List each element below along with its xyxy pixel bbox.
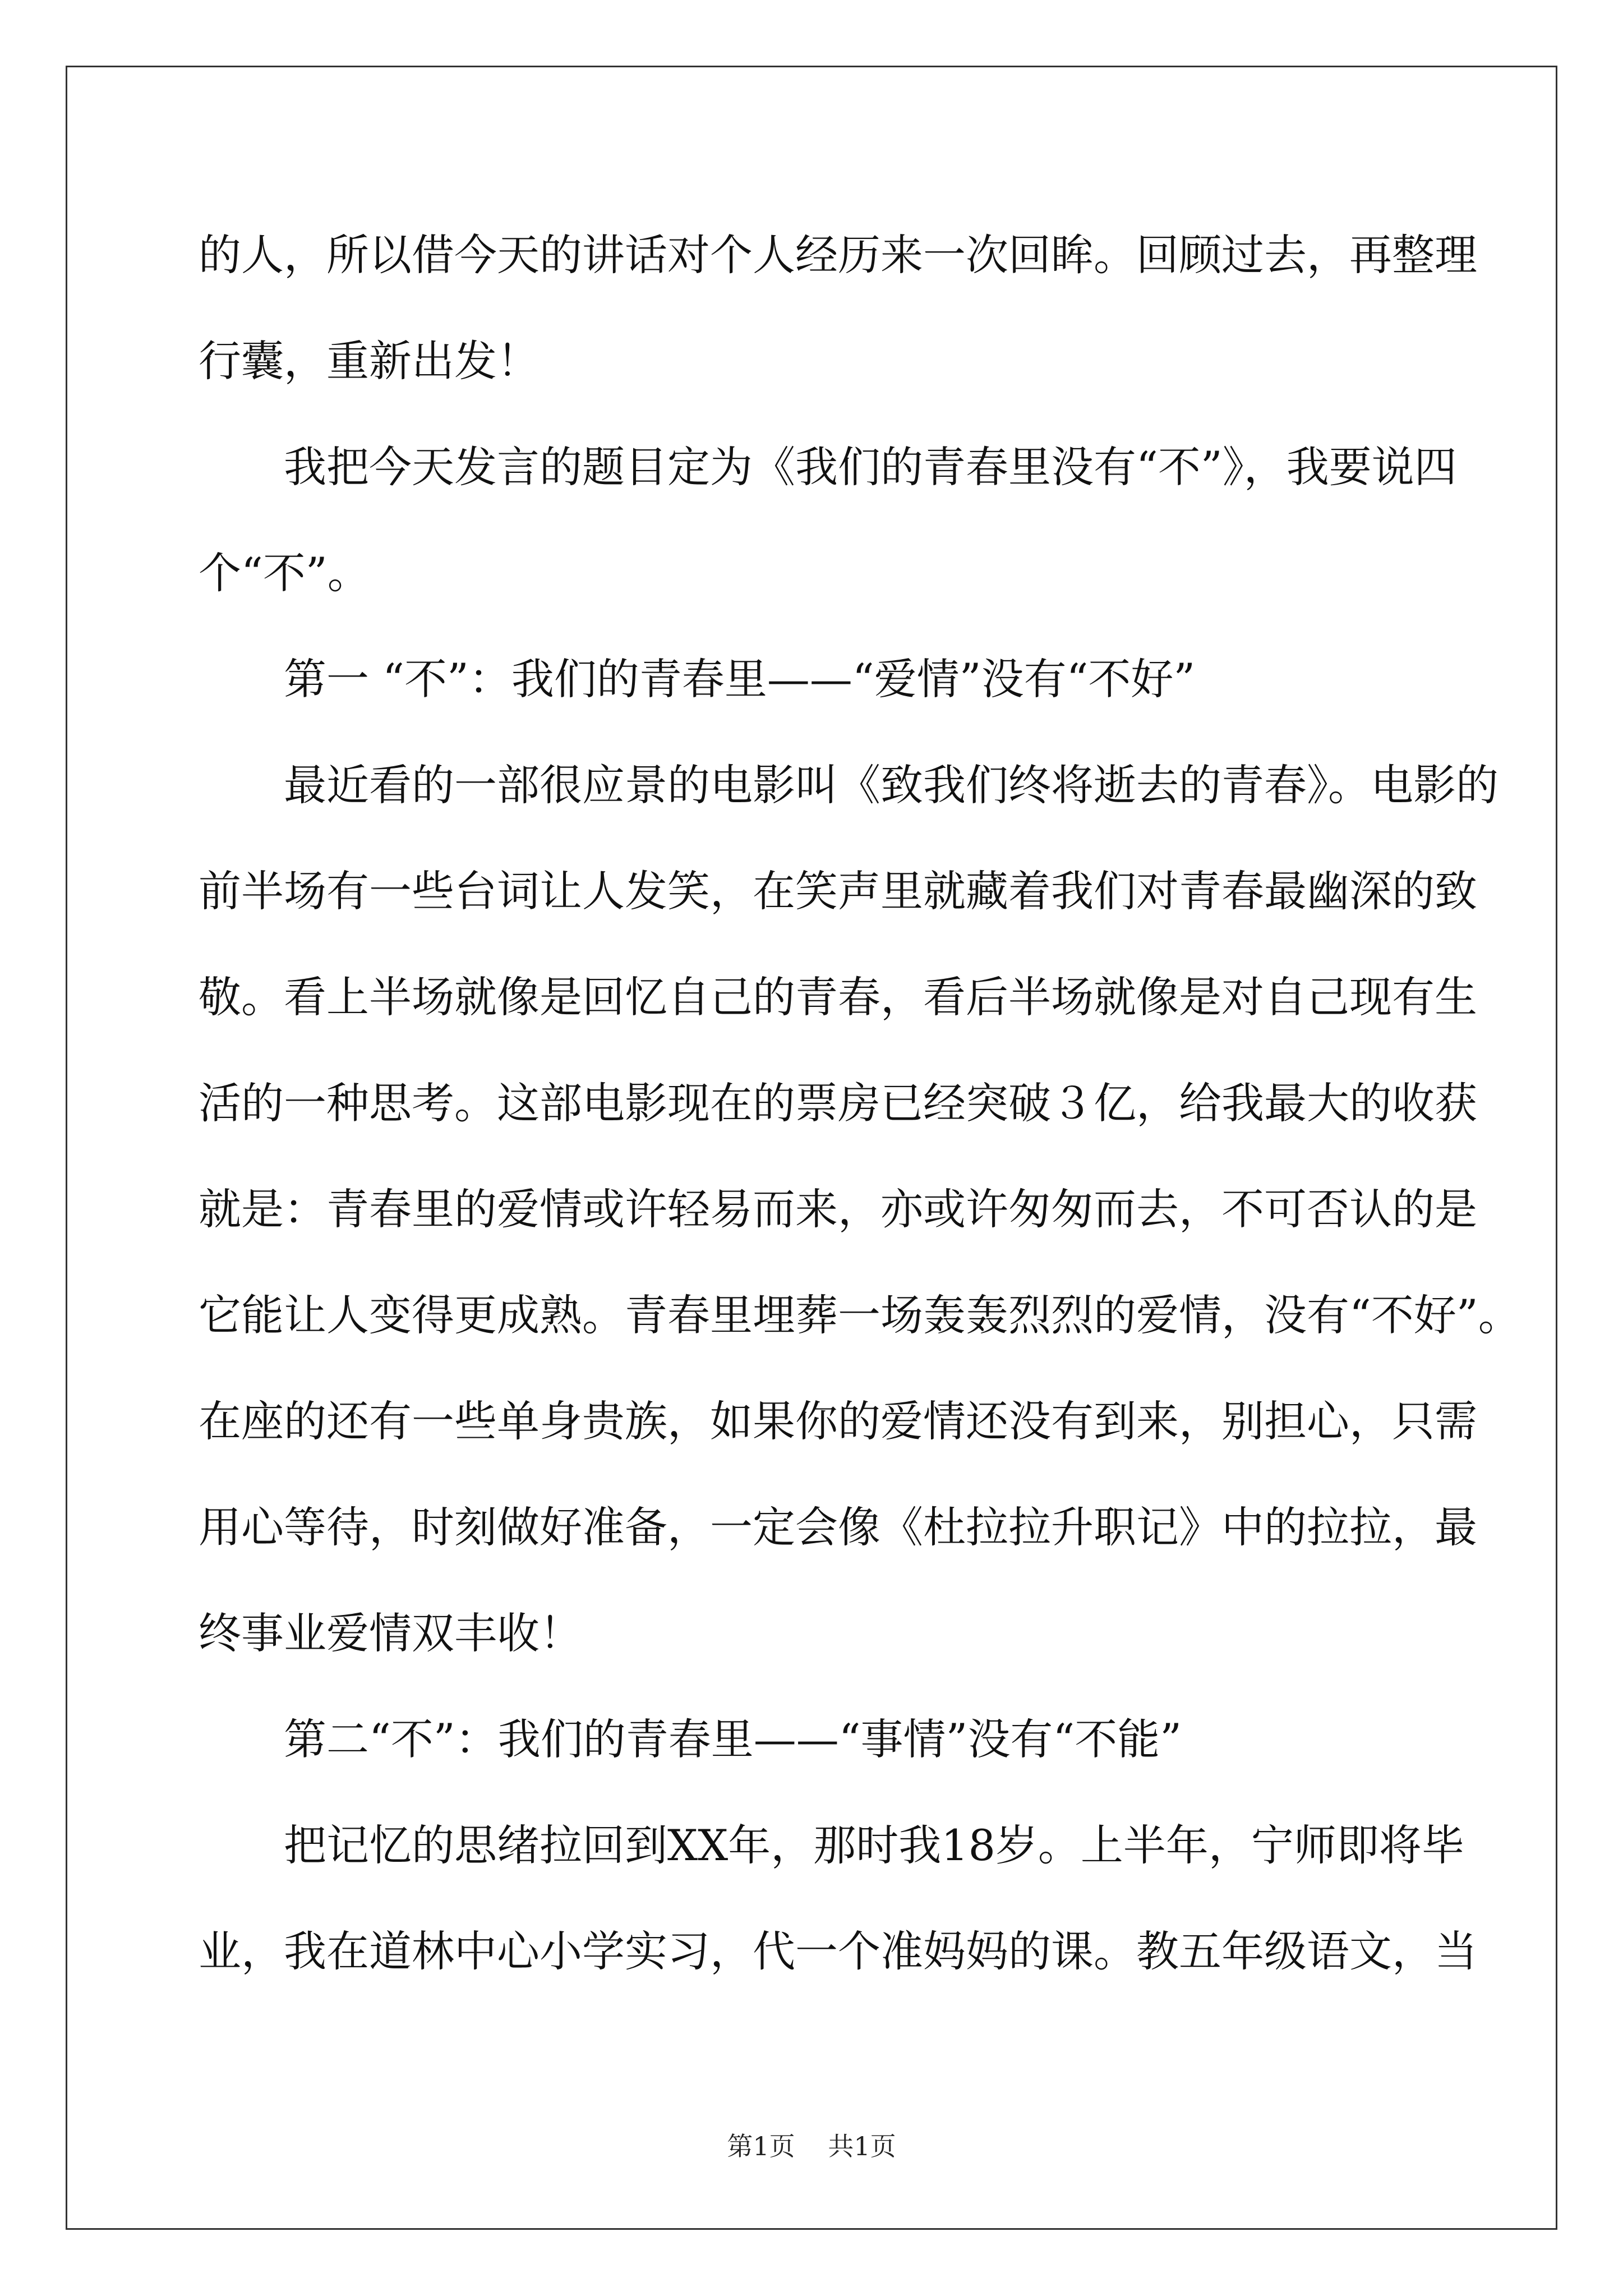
paragraph-start: 我把今天发言的题目定为《我们的青春里没有“不”》，我要说四 — [284, 442, 1457, 492]
page-footer — [0, 2126, 1623, 2163]
text-line: 业，我在道林中心小学实习，代一个准妈妈的课。教五年级语文，当 — [199, 1926, 1477, 1976]
text-line: 的人，所以借今天的讲话对个人经历来一次回眸。回顾过去，再整理 — [199, 230, 1477, 280]
page-number: 第1页 — [727, 2131, 795, 2161]
text-line: 活的一种思考。这部电影现在的票房已经突破３亿，给我最大的收获 — [199, 1078, 1477, 1128]
text-line: 在座的还有一些单身贵族，如果你的爱情还没有到来，别担心，只需 — [199, 1396, 1477, 1446]
text-line: 就是：青春里的爱情或许轻易而来，亦或许匆匆而去，不可否认的是 — [199, 1184, 1477, 1234]
text-line: 敬。看上半场就像是回忆自己的青春，看后半场就像是对自己现有生 — [199, 972, 1477, 1022]
paragraph-start: 最近看的一部很应景的电影叫《致我们终将逝去的青春》。电影的 — [284, 760, 1498, 810]
text-line: 个“不”。 — [199, 548, 370, 598]
text-line: 前半场有一些台词让人发笑，在笑声里就藏着我们对青春最幽深的致 — [199, 866, 1477, 916]
text-line: 终事业爱情双丰收！ — [199, 1608, 582, 1658]
text-line: 用心等待，时刻做好准备，一定会像《杜拉拉升职记》中的拉拉，最 — [199, 1502, 1477, 1552]
text-line: 它能让人变得更成熟。青春里埋葬一场轰轰烈烈的爱情，没有“不好”。 — [199, 1290, 1521, 1340]
paragraph-start: 把记忆的思绪拉回到XX年，那时我18岁。上半年，宁师即将毕 — [284, 1820, 1464, 1870]
section-heading-2: 第二“不”：我们的青春里——“事情”没有“不能” — [284, 1714, 1182, 1764]
section-heading-1: 第一 “不”：我们的青春里——“爱情”没有“不好” — [284, 654, 1196, 704]
document-body — [199, 202, 1521, 2004]
text-line: 行囊，重新出发！ — [199, 336, 540, 386]
page-total: 共1页 — [828, 2131, 896, 2161]
